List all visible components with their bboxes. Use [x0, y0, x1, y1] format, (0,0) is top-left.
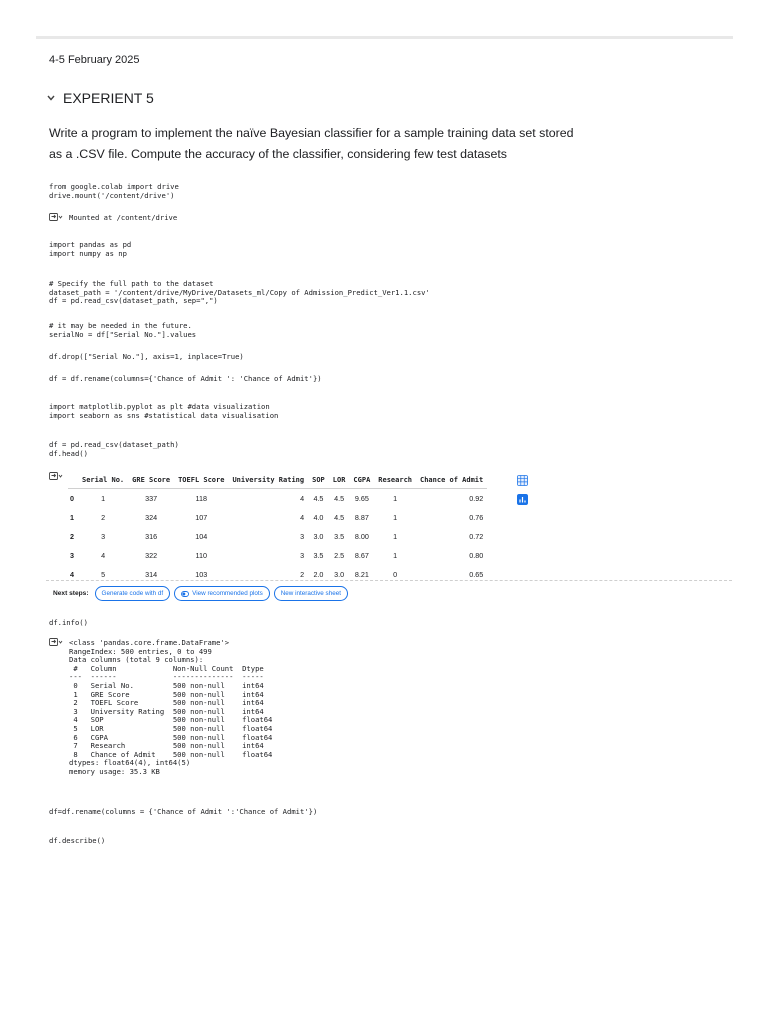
- table-cell: 104: [195, 532, 208, 541]
- table-cell: 0: [393, 570, 398, 579]
- table-cell: 8.21: [354, 570, 369, 579]
- table-cell: 2: [101, 513, 106, 522]
- table-cell: 2.0: [313, 570, 324, 579]
- table-cell: 4: [300, 513, 305, 522]
- table-row: [68, 546, 487, 565]
- table-cell: 0.72: [469, 532, 484, 541]
- output-toggle-icon[interactable]: [49, 472, 63, 481]
- table-cell: 2.5: [334, 551, 345, 560]
- code-cell-describe[interactable]: df.describe(): [49, 836, 106, 845]
- table-cell: 0.76: [469, 513, 484, 522]
- section-heading[interactable]: [47, 90, 154, 106]
- code-cell-dataset-path[interactable]: # Specify the full path to the dataset dataset_path = '/content/drive/MyDrive/Datasets_ml/Copy of Admission_Predict_Ver1.1.csv' df = pd.read_csv(dataset_path, sep=","): [49, 279, 430, 306]
- table-cell: 4.0: [313, 513, 324, 522]
- code-cell-serial[interactable]: # it may be needed in the future. serialNo = df["Serial No."].values: [49, 321, 197, 339]
- table-cell: 1: [393, 551, 398, 560]
- table-cell: 4: [300, 494, 305, 503]
- table-cell: 4.5: [334, 513, 345, 522]
- output-toggle-icon[interactable]: [49, 638, 63, 647]
- next-steps-bar: [53, 586, 348, 601]
- table-cell: 118: [195, 494, 207, 503]
- table-cell: 314: [145, 570, 158, 579]
- table-cell: 2: [300, 570, 305, 579]
- next-steps-label: Next steps:: [53, 590, 89, 597]
- column-header: SOP: [308, 471, 329, 489]
- table-cell: 4: [101, 551, 106, 560]
- table-cell: 1: [393, 532, 398, 541]
- chevron-down-icon[interactable]: [47, 93, 61, 104]
- table-cell: 4.5: [334, 494, 345, 503]
- column-header: Chance of Admit: [416, 471, 487, 489]
- table-cell: 4.5: [313, 494, 324, 503]
- table-cell: 1: [101, 494, 106, 503]
- code-cell-mount[interactable]: from google.colab import drive drive.mount('/content/drive'): [49, 182, 179, 200]
- new-sheet-button[interactable]: New interactive sheet: [274, 586, 348, 601]
- column-header: Research: [374, 471, 416, 489]
- table-cell: 1: [393, 494, 398, 503]
- table-row: [68, 508, 487, 527]
- output-divider: [46, 580, 732, 581]
- column-header: Serial No.: [78, 471, 128, 489]
- table-cell: 0.92: [469, 494, 484, 503]
- table-cell: 3.5: [334, 532, 345, 541]
- table-cell: 337: [145, 494, 158, 503]
- index-header: [68, 471, 78, 489]
- table-cell: 3.5: [313, 551, 324, 560]
- toggle-icon: [181, 591, 189, 597]
- view-plots-button[interactable]: View recommended plots: [174, 586, 270, 601]
- table-cell: 8.00: [354, 532, 369, 541]
- table-row: [68, 489, 487, 509]
- table-cell: 3: [101, 532, 106, 541]
- row-index: 2: [70, 532, 74, 541]
- section-title: EXPERIENT 5: [63, 90, 154, 106]
- cell-output-mount: Mounted at /content/drive: [69, 213, 178, 222]
- table-cell: 103: [195, 570, 208, 579]
- table-view-icon[interactable]: [517, 475, 528, 486]
- table-row: [68, 527, 487, 546]
- table-cell: 9.65: [354, 494, 369, 503]
- table-cell: 324: [145, 513, 158, 522]
- table-cell: 3: [300, 551, 305, 560]
- table-cell: 0.80: [469, 551, 484, 560]
- table-cell: 107: [195, 513, 208, 522]
- column-header: University Rating: [228, 471, 308, 489]
- date-label: 4-5 February 2025: [49, 54, 140, 66]
- row-index: 0: [70, 494, 74, 503]
- table-cell: 316: [145, 532, 158, 541]
- table-cell: 110: [195, 551, 207, 560]
- table-cell: 8.87: [354, 513, 369, 522]
- table-cell: 0.65: [469, 570, 484, 579]
- code-cell-read-head[interactable]: df = pd.read_csv(dataset_path) df.head(): [49, 440, 179, 458]
- table-cell: 5: [101, 570, 106, 579]
- code-cell-info[interactable]: df.info(): [49, 618, 88, 627]
- column-header: GRE Score: [128, 471, 174, 489]
- table-cell: 1: [393, 513, 398, 522]
- table-cell: 3: [300, 532, 305, 541]
- generate-code-button[interactable]: Generate code with df: [95, 586, 171, 601]
- row-index: 4: [70, 570, 74, 579]
- output-toggle-icon[interactable]: [49, 213, 63, 222]
- table-cell: 3.0: [313, 532, 324, 541]
- column-header: LOR: [329, 471, 350, 489]
- row-index: 1: [70, 513, 74, 522]
- dataframe-head-table: [68, 471, 487, 584]
- cell-output-info: <class 'pandas.core.frame.DataFrame'> RangeIndex: 500 entries, 0 to 499 Data columns (total 9 columns): # Column Non-Null Count Dtype --- ------ -------------- ----- 0 Serial No. 500 non-null int64 1 GRE Score 500 non-null int64 2 TOEFL Score 500 non-null int64 3 University Rating 500 non-null int64 4 SOP 500 non-null float64 5 LOR 500 non-null float64 6 CGPA 500 non-null float64 7 Research 500 non-null int64 8 Chance of Admit 500 non-null float64 dtypes: float64(4), int64(5) memory usage: 35.3 KB: [69, 638, 273, 776]
- column-header: CGPA: [349, 471, 374, 489]
- task-description: Write a program to implement the naïve Bayesian classifier for a sample training data set stored as a .CSV file. Compute the accuracy of the classifier, considering few test datasets: [49, 126, 574, 161]
- code-cell-rename[interactable]: df = df.rename(columns={'Chance of Admit ': 'Chance of Admit'}): [49, 374, 322, 383]
- row-index: 3: [70, 551, 74, 560]
- column-header: TOEFL Score: [174, 471, 228, 489]
- table-row: [68, 565, 487, 584]
- code-cell-rename-2[interactable]: df=df.rename(columns = {'Chance of Admit ':'Chance of Admit'}): [49, 807, 318, 816]
- top-divider: [36, 36, 733, 39]
- code-cell-drop[interactable]: df.drop(["Serial No."], axis=1, inplace=True): [49, 352, 244, 361]
- table-cell: 3.0: [334, 570, 345, 579]
- table-cell: 322: [145, 551, 158, 560]
- chart-suggest-icon[interactable]: [517, 494, 528, 505]
- table-header-row: [68, 471, 487, 489]
- code-cell-imports[interactable]: import pandas as pd import numpy as np: [49, 240, 132, 258]
- table-cell: 8.67: [354, 551, 369, 560]
- code-cell-visualization-imports[interactable]: import matplotlib.pyplot as plt #data visualization import seaborn as sns #statistical data visualisation: [49, 402, 279, 420]
